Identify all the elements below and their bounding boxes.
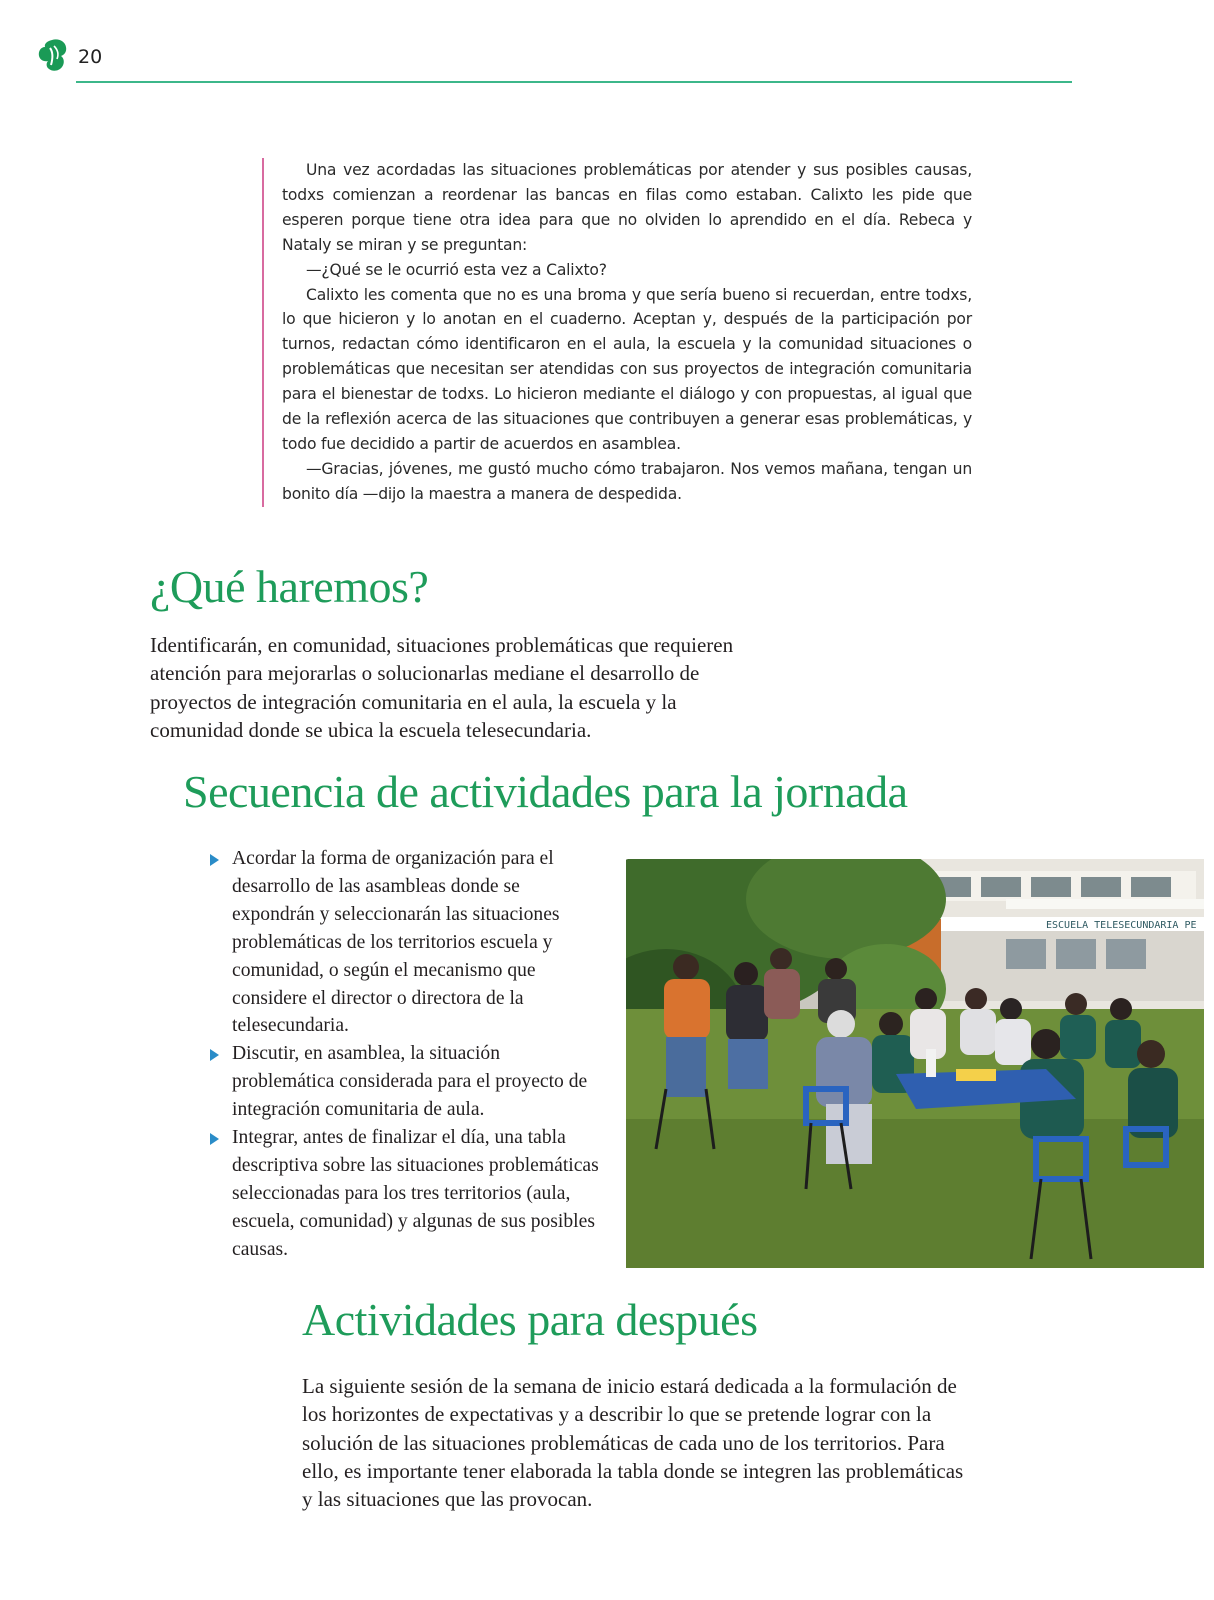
- que-haremos-text: Identificarán, en comunidad, situaciones problemáticas que requieren atención para mejorarlas o solucionarlas mediane el desarrollo de proyectos de integración comunitaria en el aula, la escuela y la comunidad donde se ubica la escuela telesecundaria.: [150, 633, 734, 742]
- header-rule: [76, 81, 1072, 83]
- list-item-text: Integrar, antes de finalizar el día, una tabla descriptiva sobre las situaciones problemáticas seleccionadas para los tres territorios (aula, escuela, comunidad) y algunas de sus posibles causas.: [232, 1127, 599, 1260]
- list-item: [208, 1040, 603, 1124]
- list-item-text: Discutir, en asamblea, la situación problemática considerada para el proyecto de integración comunitaria de aula.: [232, 1043, 588, 1121]
- story-paragraph: Una vez acordadas las situaciones problemáticas por atender y sus posibles causas, todxs comienzan a reordenar las bancas en filas como estaban. Calixto les pide que esperen porque tiene otra idea para que no olviden lo aprendido en el día. Rebeca y Nataly se miran y se preguntan:: [282, 161, 972, 254]
- que-haremos-heading: ¿Qué haremos?: [150, 561, 429, 612]
- list-item-text: Acordar la forma de organización para el desarrollo de las asambleas donde se expondrán y seleccionarán las situaciones problemáticas de los territorios escuela y comunidad, o según el mecanismo que considere el director o directora de la telesecundaria.: [232, 848, 560, 1037]
- story-dialog: —Gracias, jóvenes, me gustó mucho cómo trabajaron. Nos vemos mañana, tengan un bonito día —dijo la maestra a manera de despedida.: [282, 459, 972, 503]
- page-header: [38, 38, 1072, 84]
- school-sign-text: ESCUELA TELESECUNDARIA PE: [1046, 920, 1197, 931]
- triangle-bullet-icon: [210, 1133, 219, 1145]
- story-dialog: —¿Qué se le ocurrió esta vez a Calixto?: [306, 260, 607, 279]
- page-number: 20: [78, 46, 103, 68]
- activity-list: [208, 845, 603, 1264]
- list-item: [208, 1124, 603, 1264]
- triangle-bullet-icon: [210, 1049, 219, 1061]
- despues-heading: Actividades para después: [302, 1294, 758, 1345]
- list-item: [208, 845, 603, 1040]
- secuencia-heading: Secuencia de actividades para la jornada: [183, 766, 908, 817]
- despues-text: La siguiente sesión de la semana de inicio estará dedicada a la formulación de los horizontes de expectativas y a describir lo que se pretende lograr con la solución de las situaciones problemáticas de cada uno de los territorios. Para ello, es importante tener elaborada la tabla donde se integren las problemáticas y las situaciones que las provocan.: [302, 1374, 964, 1512]
- story-paragraph: Calixto les comenta que no es una broma y que sería bueno si recuerdan, entre todxs, lo que hicieron y lo anotan en el cuaderno. Aceptan y, después de la participación por turnos, redactan cómo identificaron en el aula, la escuela y la comunidad situaciones o problemáticas que necesitan ser atendidas con sus proyectos de integración comunitaria para el bienestar de todxs. Lo hicieron mediante el diálogo y con propuestas, al igual que de la reflexión acerca de las situaciones que contribuyen a generar esas problemáticas, y todo fue decidido a partir de acuerdos en asamblea.: [282, 285, 972, 453]
- green-leaf-logo-icon: [38, 38, 68, 72]
- students-assembly-photo: [626, 859, 1204, 1268]
- story-box: [262, 158, 972, 507]
- photo-illustration: [626, 859, 1204, 1268]
- triangle-bullet-icon: [210, 854, 219, 866]
